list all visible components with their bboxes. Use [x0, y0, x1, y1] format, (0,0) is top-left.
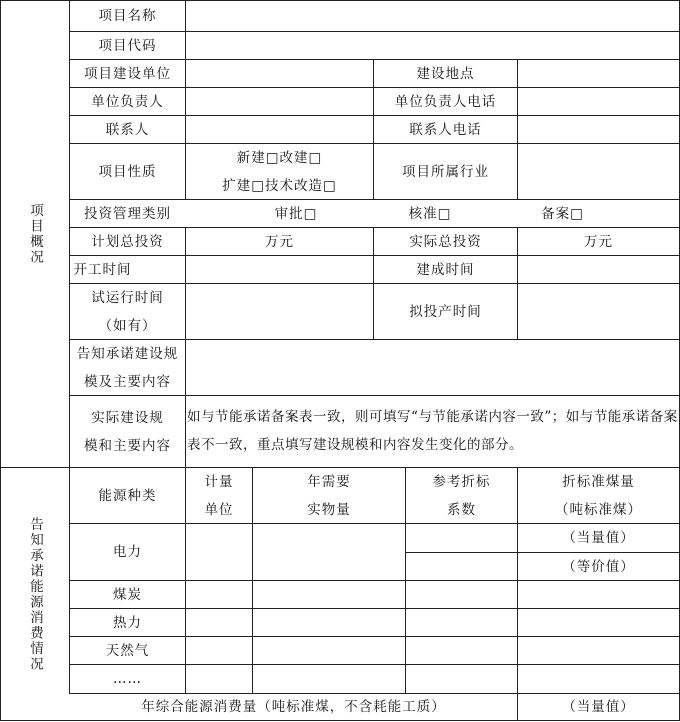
total-consumption-label: 年综合能源消费量（吨标准煤，不含耗能工质）	[141, 699, 446, 715]
row-label-coal: 煤炭	[113, 586, 142, 603]
label-actual-scale: 实际建设规 模和主要内容	[84, 409, 171, 454]
input-actual-investment[interactable]	[518, 228, 679, 255]
row-label-ellipsis: ……	[113, 671, 142, 687]
input-contact-phone[interactable]	[518, 116, 679, 143]
section-label-overview: 项目概况	[27, 203, 43, 265]
row-label-electricity: 电力	[113, 544, 142, 560]
electricity-equivalent-value[interactable]: （当量值）	[562, 530, 635, 546]
input-unit-leader-phone[interactable]	[518, 88, 679, 115]
input-project-name[interactable]	[186, 1, 679, 31]
input-unit-leader[interactable]	[186, 88, 373, 115]
header-energy-type: 能源种类	[98, 487, 157, 504]
section-label-energy: 告知承诺能源消费情况	[27, 516, 43, 672]
input-start-time[interactable]	[186, 256, 373, 283]
label-unit-leader: 单位负责人	[91, 93, 164, 110]
label-planned-investment: 计划总投资	[91, 233, 164, 250]
input-electricity-coeff-equal-price[interactable]	[406, 553, 517, 580]
input-construction-unit[interactable]	[186, 60, 373, 87]
total-consumption-value[interactable]: （当量值）	[562, 699, 635, 715]
input-industry[interactable]	[518, 144, 679, 199]
nature-line-1[interactable]: 新建□改建□	[236, 149, 323, 166]
option-verification[interactable]: 核准□	[408, 205, 452, 222]
input-planned-production[interactable]	[518, 284, 679, 339]
row-label-heat: 热力	[113, 614, 142, 631]
input-planned-investment[interactable]	[186, 228, 373, 255]
label-construction-unit: 项目建设单位	[84, 65, 171, 82]
label-project-nature: 项目性质	[98, 163, 157, 180]
option-filing[interactable]: 备案□	[541, 205, 584, 222]
header-standard-coal: 折标准煤量 （吨标准煤）	[555, 473, 642, 518]
unit-wan-yuan-planned: 万元	[265, 233, 294, 250]
electricity-equal-price-value[interactable]: （等价值）	[562, 558, 635, 575]
label-project-name: 项目名称	[98, 8, 157, 24]
label-unit-leader-phone: 单位负责人电话	[394, 93, 497, 110]
header-unit: 计量 单位	[204, 473, 234, 518]
label-actual-investment: 实际总投资	[409, 233, 482, 250]
row-label-natural-gas: 天然气	[105, 642, 150, 659]
unit-wan-yuan-actual: 万元	[584, 233, 613, 250]
header-annual-quantity: 年需要 实物量	[307, 473, 351, 518]
label-industry: 项目所属行业	[402, 163, 489, 180]
input-completion-time[interactable]	[518, 256, 679, 283]
label-start-time: 开工时间	[73, 261, 132, 278]
label-promised-scale: 告知承诺建设规 模及主要内容	[76, 345, 179, 390]
input-actual-scale[interactable]	[186, 396, 679, 467]
label-contact-phone: 联系人电话	[409, 121, 482, 138]
label-planned-production: 拟投产时间	[409, 303, 482, 320]
actual-scale-note: 如与节能承诺备案表一致，则可填写“与节能承诺内容一致”；如与节能承诺备案表不一致，重点填写建设规模和内容发生变化的部分。	[187, 409, 678, 453]
input-electricity-quantity[interactable]	[253, 524, 405, 580]
input-promised-scale[interactable]	[186, 340, 679, 395]
input-electricity-unit[interactable]	[186, 524, 252, 580]
label-construction-site: 建设地点	[416, 65, 475, 82]
nature-line-2[interactable]: 扩建□技术改造□	[222, 177, 337, 194]
option-approval[interactable]: 审批□	[274, 205, 318, 222]
label-investment-category: 投资管理类别	[84, 205, 171, 222]
label-completion-time: 建成时间	[416, 261, 475, 278]
label-trial-run: 试运行时间 （如有）	[91, 289, 164, 334]
label-contact: 联系人	[105, 121, 150, 138]
header-conversion-coefficient: 参考折标 系数	[432, 473, 491, 518]
project-nature-options[interactable]	[186, 144, 373, 199]
input-electricity-coeff-equivalent[interactable]	[406, 524, 517, 552]
input-trial-run[interactable]	[186, 284, 373, 339]
input-construction-site[interactable]	[518, 60, 679, 87]
input-project-code[interactable]	[186, 32, 679, 59]
label-project-code: 项目代码	[98, 37, 157, 54]
input-contact[interactable]	[186, 116, 373, 143]
